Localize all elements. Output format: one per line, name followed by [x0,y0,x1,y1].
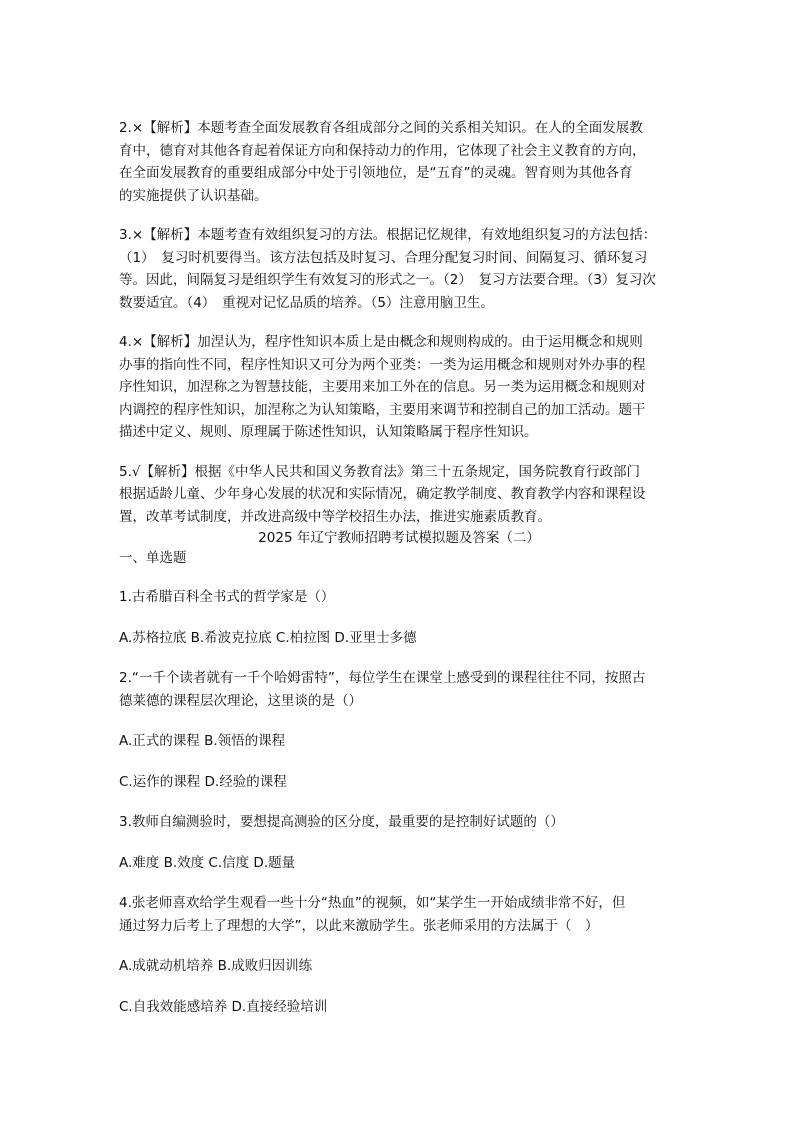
explanation-4 [119,331,679,444]
text-line: 通过努力后考上了理想的大学”，以此来激励学生。张老师采用的方法属于（ ） [119,917,599,934]
exam-title: 2025 年辽宁教师招聘考试模拟题及答案（二） [258,530,540,546]
question-3-options [119,852,679,875]
question-2-options-a [119,730,679,753]
option-line: C.运作的课程 D.经验的课程 [119,773,287,790]
question-1-options [119,627,679,650]
text-line: 内调控的程序性知识，加涅称之为认知策略，主要用来调节和控制自己的加工活动。题干 [119,401,646,418]
text-line: 3.教师自编测验时，要想提高测验的区分度，最重要的是控制好试题的（） [119,814,564,830]
text-line: 等。因此，间隔复习是组织学生有效复习的形式之一。（2） 复习方法要合理。（3）复习次 [119,272,656,288]
question-1-stem [119,586,679,609]
text-line: 4.×【解析】加涅认为，程序性知识本质上是由概念和规则构成的。由于运用概念和规则 [119,334,643,350]
question-3-stem [119,811,679,834]
text-line: 4.张老师喜欢给学生观看一些十分“热血”的视频，如“某学生一开始成绩非常不好，但 [119,895,626,911]
text-line: 根据适龄儿童、少年身心发展的状况和实际情况，确定教学制度、教育教学内容和课程设 [119,486,646,502]
explanation-3 [119,224,679,314]
option-line: A.难度 B.效度 C.信度 D.题量 [119,854,296,871]
text-line: 的实施提供了认识基础。 [119,187,268,204]
question-2-options-b [119,771,679,794]
question-4-stem [119,892,679,937]
text-line: 数要适宜。（4） 重视对记忆品质的培养。（5）注意用脑卫生。 [119,294,494,311]
option-line: A.正式的课程 B.领悟的课程 [119,733,286,749]
text-line: 在全面发展教育的重要组成部分中处于引领地位，是“五育”的灵魂。智育则为其他各育 [119,165,633,181]
text-line: 德莱德的课程层次理论，这里谈的是（） [119,692,362,709]
text-line: 2.×【解析】本题考查全面发展教育各组成部分之间的关系相关知识。在人的全面发展教 [119,120,643,136]
section-heading: 一、单选题 [119,550,187,566]
text-line: 办事的指向性不同，程序性知识又可分为两个亚类：一类为运用概念和规则对外办事的程 [119,356,646,373]
text-line: 置，改革考试制度，并改进高级中等学校招生办法，推进实施素质教育。 [119,508,551,525]
option-line: A.成就动机培养 B.成败归因训练 [119,958,313,974]
explanation-2 [119,117,679,207]
text-line: 1.古希腊百科全书式的哲学家是（） [119,589,335,605]
explanation-5 [119,461,679,529]
question-2-stem [119,667,679,712]
document-page [119,117,679,1018]
text-line: （1） 复习时机要得当。该方法包括及时复习、合理分配复习时间、间隔复习、循环复习 [119,249,648,266]
text-line: 序性知识，加涅称之为智慧技能，主要用来加工外在的信息。另一类为运用概念和规则对 [119,379,646,395]
text-line: 5.√【解析】根据《中华人民共和国义务教育法》第三十五条规定，国务院教育行政部门 [119,463,640,480]
option-line: C.自我效能感培养 D.直接经验培训 [119,998,328,1015]
text-line: 描述中定义、规则、原理属于陈述性知识，认知策略属于程序性知识。 [119,424,538,440]
text-line: 3.×【解析】本题考查有效组织复习的方法。根据记忆规律，有效地组织复习的方法包括： [119,227,657,243]
option-line: A.苏格拉底 B.希波克拉底 C.柏拉图 D.亚里士多德 [119,629,417,646]
text-line: 2.“一千个读者就有一千个哈姆雷特”，每位学生在课堂上感受到的课程往往不同，按照古 [119,670,646,686]
question-4-options-a [119,955,679,978]
question-4-options-b [119,996,679,1019]
text-line: 育中，德育对其他各育起着保证方向和保持动力的作用，它体现了社会主义教育的方向， [119,142,646,159]
